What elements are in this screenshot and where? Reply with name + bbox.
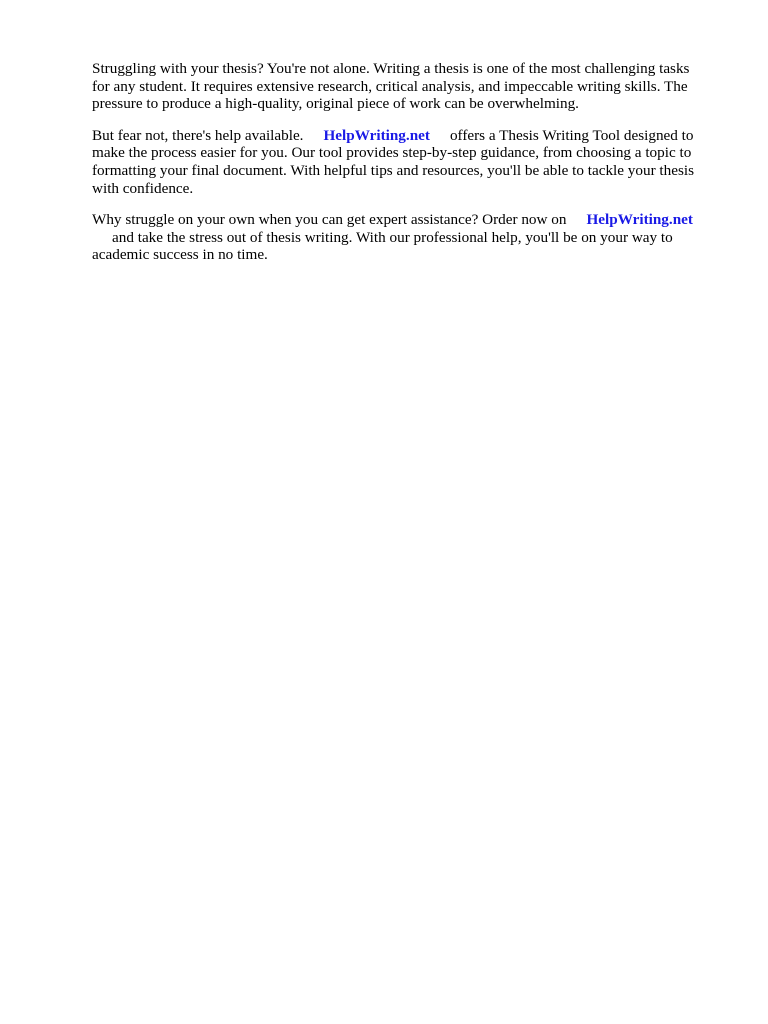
document-page [92,60,722,278]
paragraph-line: with confidence. [92,179,194,197]
paragraph-tool [92,127,722,197]
paragraph-text: Why struggle on your own when you can get expert assistance? Order now on [92,211,567,229]
helpwriting-link[interactable]: HelpWriting.net [323,126,430,144]
paragraph-line: for any student. It requires extensive research, critical analysis, and impeccable writing skills. The [92,77,688,95]
paragraph-line: pressure to produce a high-quality, original piece of work can be overwhelming. [92,95,579,113]
paragraph-line-with-link [92,127,722,145]
paragraph-line: academic success in no time. [92,246,268,264]
paragraph-text: and take the stress out of thesis writing. With our professional help, you'll be on your way to [112,228,673,246]
paragraph-line: Struggling with your thesis? You're not alone. Writing a thesis is one of the most challenging tasks [92,60,690,77]
paragraph-line: make the process easier for you. Our tool provides step-by-step guidance, from choosing a topic to [92,144,692,162]
paragraph-text: But fear not, there's help available. [92,126,304,144]
helpwriting-link[interactable]: HelpWriting.net [586,211,693,229]
paragraph-text: offers a Thesis Writing Tool designed to [449,126,694,144]
paragraph-line: formatting your final document. With helpful tips and resources, you'll be able to tackle your thesis [92,161,695,179]
paragraph-intro [92,60,722,113]
paragraph-line-with-link [92,211,722,229]
paragraph-cta [92,211,722,264]
paragraph-line-indented [92,229,722,247]
